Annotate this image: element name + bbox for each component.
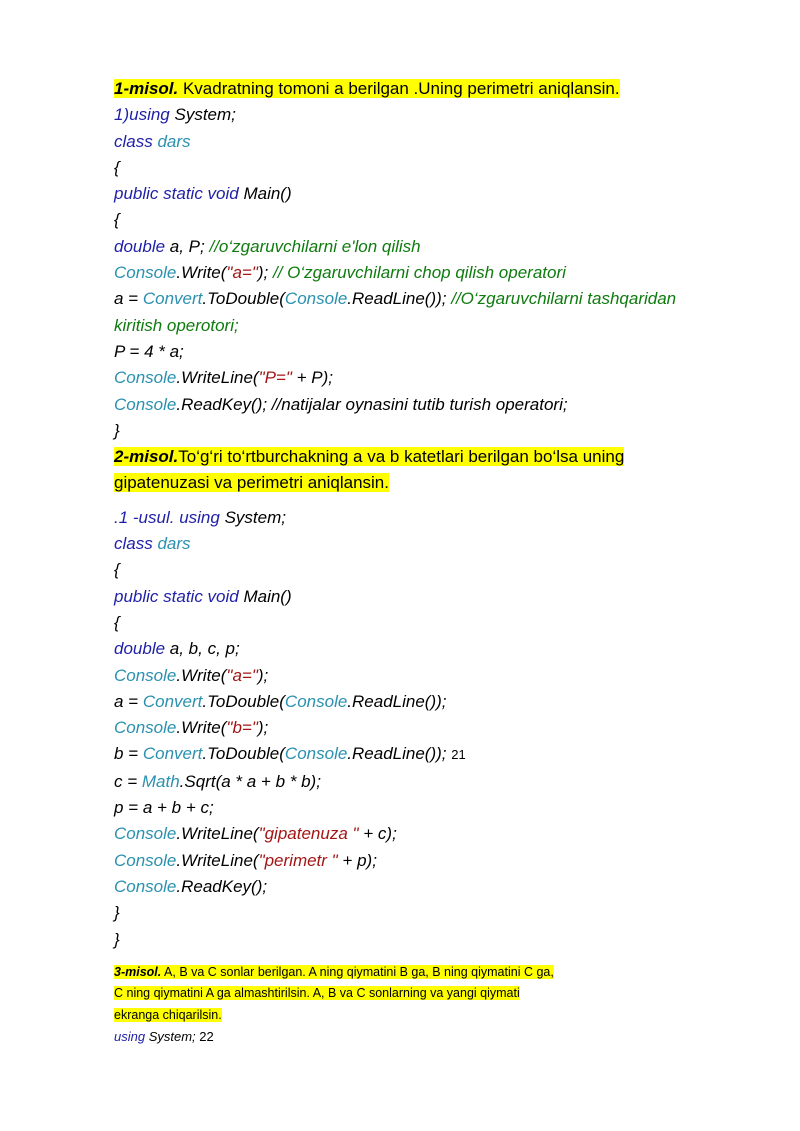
code-type: Console (284, 691, 348, 711)
example-1-code-block (114, 102, 754, 444)
code-type: dars (152, 131, 191, 151)
code-type: Console (114, 263, 177, 283)
code-text: a, b, c, p; (165, 639, 240, 659)
code-line (114, 636, 754, 662)
code-line (114, 663, 754, 689)
code-line (114, 741, 754, 768)
code-string: "perimetr " (258, 850, 338, 870)
code-comment: kiritish operotori; (114, 315, 239, 335)
code-line (114, 207, 754, 233)
example-2-code-block (114, 505, 754, 953)
code-line (114, 769, 754, 795)
code-line (114, 927, 754, 953)
code-string: "P=" (258, 368, 292, 388)
code-line (114, 557, 754, 583)
code-text: ); (257, 665, 269, 685)
page-number: 22 (199, 1029, 214, 1045)
code-text: System; (145, 1029, 200, 1045)
code-keyword: class (114, 131, 153, 151)
code-text: c = (114, 771, 142, 791)
code-line (114, 610, 754, 636)
code-text: .ReadKey(); (176, 876, 268, 896)
code-string: "b=" (226, 718, 258, 738)
code-text: System; (169, 105, 236, 125)
code-type: Console (114, 850, 177, 870)
code-string: "a=" (226, 665, 258, 685)
code-text: } (114, 929, 120, 949)
code-line (114, 848, 754, 874)
code-type: Console (114, 718, 177, 738)
code-line (114, 821, 754, 847)
code-type: Console (114, 368, 177, 388)
example-1-title: Kvadratning tomoni a berilgan .Uning perimetri aniqlansin. (178, 79, 620, 98)
example-2-label: 2-misol. (114, 447, 179, 467)
code-line (114, 715, 754, 741)
code-type: dars (152, 534, 191, 554)
code-text: a = (114, 289, 143, 309)
code-type: Console (284, 744, 348, 764)
code-keyword: public static void (114, 586, 239, 606)
code-text: .ReadLine()); (347, 289, 452, 309)
code-type: Math (141, 771, 180, 791)
code-text: + P); (291, 368, 334, 388)
code-line (114, 531, 754, 557)
code-text: Main() (238, 184, 292, 204)
code-type: Console (114, 394, 177, 414)
code-keyword: public static void (114, 184, 239, 204)
example-3-heading (114, 962, 754, 1026)
code-text: .ReadKey(); //natijalar oynasini tutib turish operatori; (176, 394, 568, 414)
example-2-heading (114, 444, 754, 470)
code-line (114, 392, 754, 418)
code-line (114, 900, 754, 926)
example-2-title-cont: gipatenuzasi va perimetri aniqlansin. (114, 473, 389, 493)
code-text: ); (257, 718, 269, 738)
code-line (114, 418, 754, 444)
code-text: .Write( (176, 665, 227, 685)
code-text: .ReadLine()); (347, 744, 452, 764)
example-2-heading-line-2 (114, 470, 754, 496)
code-text: .Write( (176, 718, 227, 738)
code-line (114, 339, 754, 365)
example-3-label: 3-misol. (114, 964, 162, 979)
example-2-title: To‘g‘ri to‘rtburchakning a va b katetlari berilgan bo‘lsa uning (178, 447, 625, 467)
code-text: + p); (337, 850, 377, 870)
code-text: p = a + b + c; (114, 798, 214, 818)
code-keyword: class (114, 534, 153, 554)
code-text: .ReadLine()); (347, 691, 447, 711)
code-text: .WriteLine( (176, 850, 259, 870)
code-type: Console (114, 824, 177, 844)
code-text: { (114, 612, 120, 632)
page-number: 21 (451, 747, 466, 763)
code-line (114, 260, 754, 286)
code-text: { (114, 210, 120, 230)
code-text: b = (114, 744, 143, 764)
code-type: Console (284, 289, 348, 309)
code-text: .ToDouble( (202, 289, 285, 309)
code-text: ); (257, 263, 269, 283)
code-keyword: double (114, 639, 166, 659)
code-line (114, 795, 754, 821)
code-text: .Write( (176, 263, 227, 283)
code-keyword: 1)using (114, 105, 170, 125)
code-line (114, 365, 754, 391)
example-3-code-line (114, 1026, 754, 1047)
code-text: Main() (238, 586, 292, 606)
code-comment: // O‘zgaruvchilarni chop qilish operatori (268, 263, 566, 283)
code-text: .WriteLine( (176, 824, 259, 844)
example-3-text-line-2: C ning qiymatini A ga almashtirilsin. A, B va C sonlarning va yangi qiymati (114, 986, 520, 1001)
code-text: .WriteLine( (176, 368, 259, 388)
code-text: } (114, 903, 120, 923)
code-text: System; (219, 507, 286, 527)
example-1-heading (114, 76, 754, 102)
code-line (114, 234, 754, 260)
code-text: .ToDouble( (202, 744, 285, 764)
code-comment: //o‘zgaruvchilarni e'lon qilish (209, 236, 421, 256)
code-text: + c); (358, 824, 397, 844)
code-line (114, 874, 754, 900)
code-line (114, 129, 754, 155)
code-text: a = (114, 691, 143, 711)
code-keyword: using (114, 1029, 146, 1045)
code-line (114, 313, 754, 339)
code-text: .Sqrt(a * a + b * b); (179, 771, 321, 791)
code-text: { (114, 560, 120, 580)
code-string: "a=" (226, 263, 258, 283)
code-line (114, 155, 754, 181)
example-3-text-line-1: A, B va C sonlar berilgan. A ning qiymatini B ga, B ning qiymatini C ga, (161, 964, 554, 979)
code-line (114, 181, 754, 207)
code-keyword: double (114, 236, 166, 256)
example-3-text-line-3: ekranga chiqarilsin. (114, 1007, 222, 1022)
code-string: "gipatenuza " (258, 824, 359, 844)
code-comment: //O‘zgaruvchilarni tashqaridan (451, 289, 677, 309)
code-line (114, 102, 754, 128)
code-type: Console (114, 876, 177, 896)
code-text: a, P; (165, 236, 210, 256)
code-text: { (114, 157, 120, 177)
code-type: Convert (142, 744, 203, 764)
example-1-label: 1-misol. (114, 79, 179, 98)
code-type: Convert (142, 289, 203, 309)
code-keyword: .1 -usul. using (114, 507, 220, 527)
spacer (114, 497, 754, 505)
spacer (114, 953, 754, 962)
code-line (114, 689, 754, 715)
document-content (114, 76, 754, 1047)
code-type: Console (114, 665, 177, 685)
code-text: P = 4 * a; (114, 341, 184, 361)
code-line (114, 505, 754, 531)
code-type: Convert (142, 691, 203, 711)
code-text: } (114, 420, 120, 440)
code-line (114, 584, 754, 610)
code-text: .ToDouble( (202, 691, 285, 711)
code-line (114, 286, 754, 312)
